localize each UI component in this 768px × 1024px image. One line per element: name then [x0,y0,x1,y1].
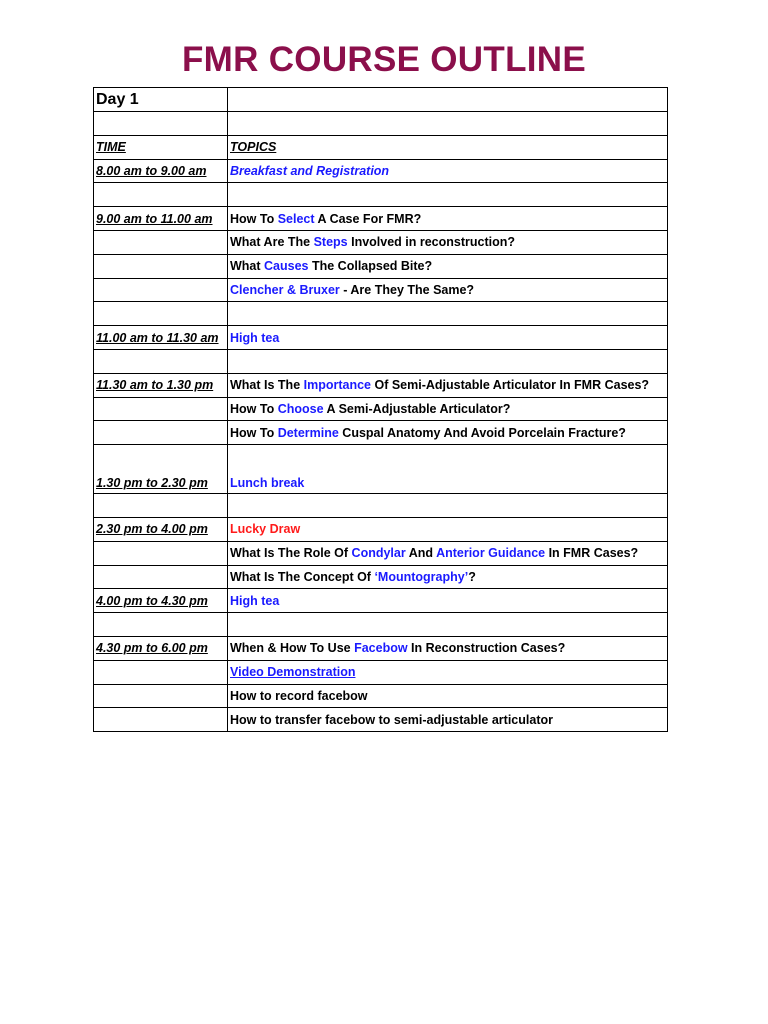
topic-text: Involved in reconstruction? [347,235,516,250]
table-row [94,373,668,397]
topic-cell [228,421,668,445]
topic-label: Lucky Draw [230,522,301,537]
empty-cell [228,302,668,326]
time-cell [94,517,228,541]
topic-text: What Are The [230,235,314,250]
topic-text: What Is The Concept Of [230,569,375,584]
time-label: 9.00 am to 11.00 am [96,211,213,226]
topic-text: How To [230,425,278,440]
empty-cell [94,613,228,637]
topic-keyword: Importance [303,378,372,393]
topic-text: The Collapsed Bite? [308,259,433,274]
empty-cell [94,494,228,518]
table-row [94,660,668,684]
empty-cell [94,349,228,373]
time-cell [94,326,228,350]
topic-keyword: Choose [277,401,324,416]
table-row [94,230,668,254]
time-label: 1.30 pm to 2.30 pm [96,476,208,491]
time-cell [94,207,228,231]
table-row [94,541,668,565]
time-label: 4.30 pm to 6.00 pm [96,641,208,656]
topic-keyword: Anterior Guidance [436,546,546,561]
topic-cell [228,373,668,397]
table-row [94,112,668,136]
empty-cell [228,494,668,518]
time-label: 2.30 pm to 4.00 pm [96,522,208,537]
table-row [94,254,668,278]
topic-text: Cuspal Anatomy And Avoid Porcelain Fracture? [338,425,626,440]
time-label: 11.00 am to 11.30 am [96,330,219,345]
table-row [94,302,668,326]
empty-cell [228,349,668,373]
topic-cell [228,708,668,732]
time-header [94,135,228,159]
topic-keyword: Causes [264,259,309,274]
topic-text: What Is The Role Of [230,546,352,561]
topics-header [228,135,668,159]
time-cell [94,159,228,183]
time-label: 4.00 pm to 4.30 pm [96,593,208,608]
topic-keyword: Condylar [351,546,406,561]
table-row [94,517,668,541]
time-cell [94,445,228,494]
table-row [94,397,668,421]
topic-keyword: Select [277,211,315,226]
empty-cell [94,397,228,421]
page-title: FMR COURSE OUTLINE [181,40,586,79]
topic-label: High tea [230,330,280,345]
topic-text: A Semi-Adjustable Articulator? [323,401,511,416]
empty-cell [228,183,668,207]
topic-cell [228,660,668,684]
topic-keyword: Facebow [354,641,408,656]
topic-cell [228,565,668,589]
empty-cell [94,565,228,589]
empty-cell [94,660,228,684]
topic-text: And [405,546,437,561]
topic-keyword: Determine [277,425,339,440]
time-header-label: TIME [96,140,126,155]
topic-cell [228,445,668,494]
topics-header-label: TOPICS [230,140,277,155]
topic-text: What Is The [230,378,304,393]
table-row [94,589,668,613]
table-row [94,565,668,589]
topic-keyword: Steps [313,235,348,250]
time-cell [94,636,228,660]
topic-label: Breakfast and Registration [230,163,390,178]
topic-cell [228,230,668,254]
day-cell [94,88,228,112]
topic-keyword: ‘Mountography’ [374,569,469,584]
empty-cell [94,254,228,278]
table-row [94,326,668,350]
table-row [94,445,668,494]
topic-label: Lunch break [230,476,305,491]
topic-text: In FMR Cases? [545,546,639,561]
time-label: 11.30 am to 1.30 pm [96,378,214,393]
empty-cell [94,278,228,302]
topic-label: How to transfer facebow to semi-adjustable articulator [230,712,553,727]
topic-text: How To [230,211,278,226]
empty-cell [94,684,228,708]
time-label: 8.00 am to 9.00 am [96,163,207,178]
empty-cell [94,541,228,565]
table-row [94,708,668,732]
empty-cell [94,183,228,207]
topic-cell [228,517,668,541]
empty-cell [228,112,668,136]
topic-cell [228,254,668,278]
topic-cell [228,397,668,421]
table-row [94,207,668,231]
table-row [94,159,668,183]
table-row [94,636,668,660]
table-row [94,421,668,445]
topic-cell [228,589,668,613]
topic-keyword: Clencher & Bruxer [230,282,340,297]
table-row [94,88,668,112]
empty-cell [228,88,668,112]
topic-cell [228,684,668,708]
topic-text: A Case For FMR? [314,211,422,226]
empty-cell [94,112,228,136]
topic-text: - Are They The Same? [339,282,475,297]
table-row [94,494,668,518]
topic-text: When & How To Use [230,641,355,656]
topic-text: What [230,259,265,274]
topic-cell [228,326,668,350]
time-cell [94,589,228,613]
table-row [94,684,668,708]
topic-label: How to record facebow [230,688,368,703]
empty-cell [94,708,228,732]
day-label: Day 1 [96,90,139,108]
topic-cell [228,541,668,565]
topic-text: Of Semi-Adjustable Articulator In FMR Cases? [371,378,650,393]
empty-cell [94,230,228,254]
video-demonstration-link[interactable]: Video Demonstration [230,665,356,680]
topic-cell [228,207,668,231]
table-row [94,349,668,373]
topic-cell [228,636,668,660]
course-outline-table [93,87,668,732]
topic-cell [228,159,668,183]
table-row [94,183,668,207]
empty-cell [228,613,668,637]
topic-cell [228,278,668,302]
table-row [94,278,668,302]
topic-label: High tea [230,593,280,608]
table-row [94,613,668,637]
empty-cell [94,302,228,326]
topic-text: How To [230,401,278,416]
time-cell [94,373,228,397]
empty-cell [94,421,228,445]
topic-text: In Reconstruction Cases? [407,641,566,656]
topic-text: ? [468,569,476,584]
table-row [94,135,668,159]
